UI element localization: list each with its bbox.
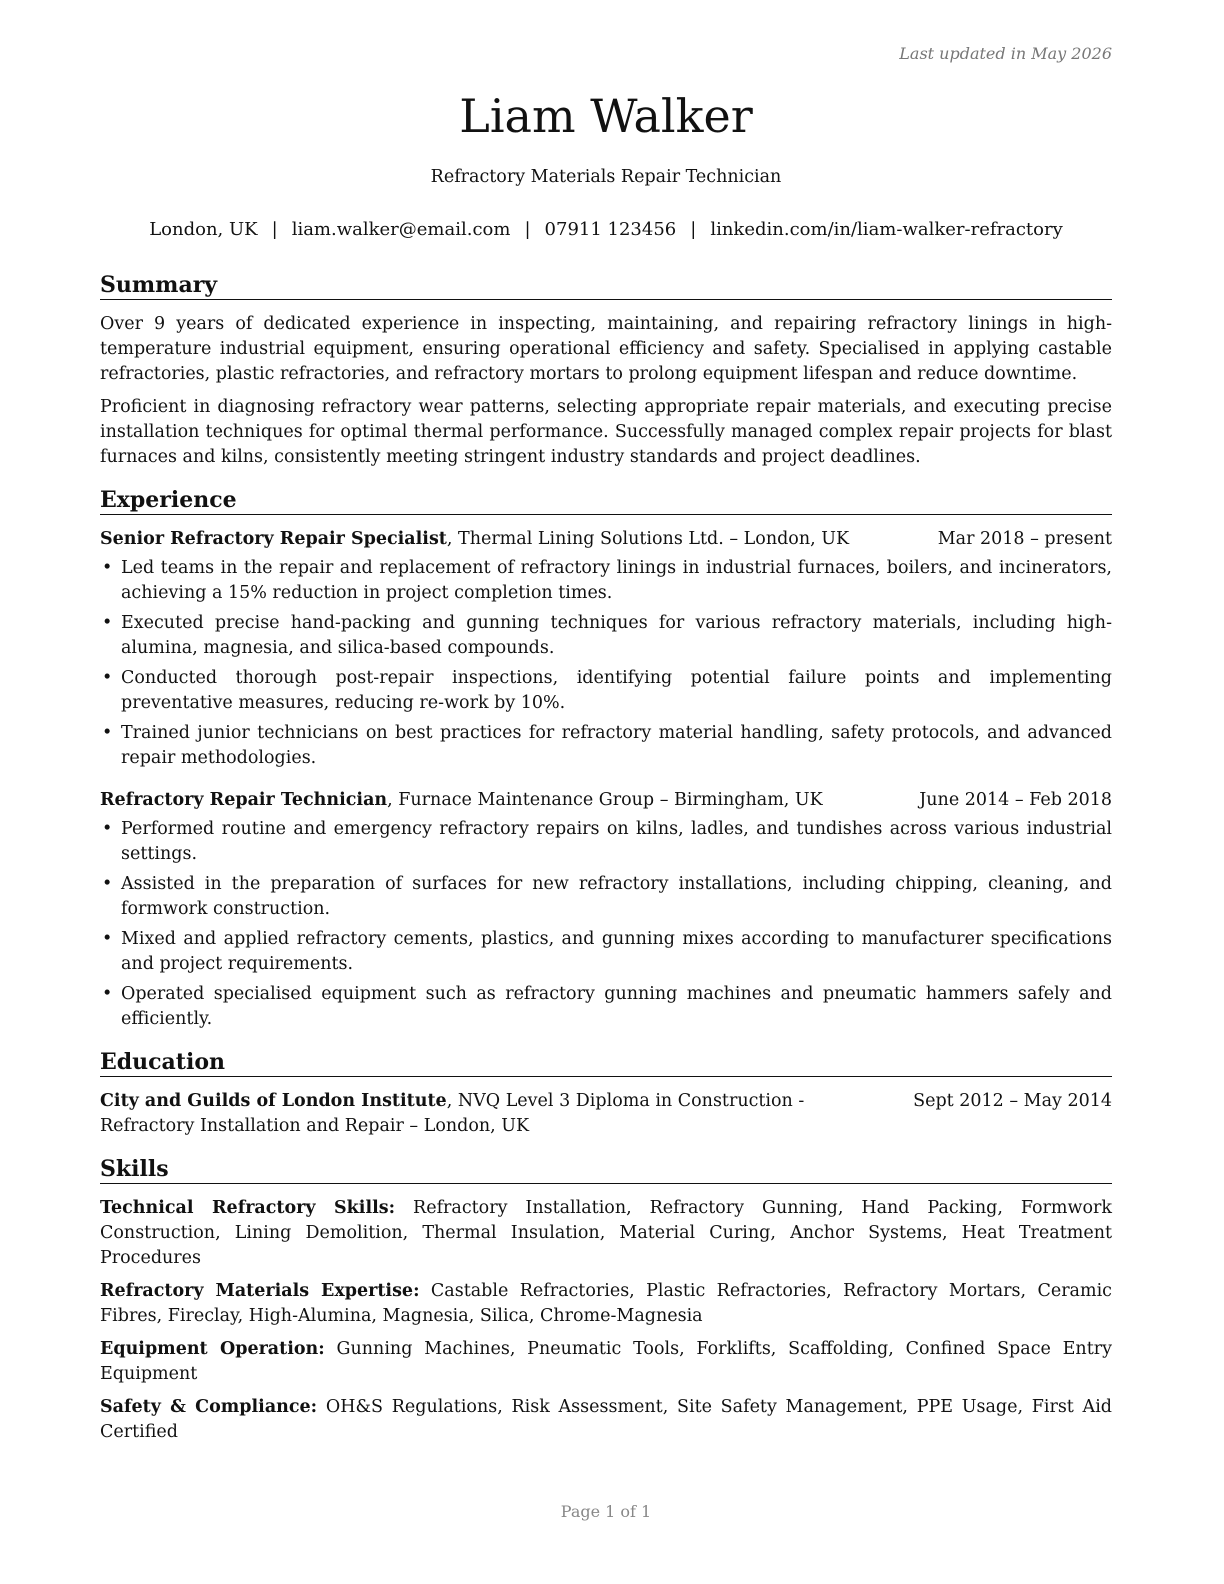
experience-bullet (100, 872, 1112, 922)
contact-line (60, 219, 1152, 240)
experience-bullet-text: Led teams in the repair and replacement of refractory linings in industrial furnaces, boilers, and incinerators, achieving a 15% reduction in project completion times. (121, 558, 1112, 603)
experience-org: , Furnace Maintenance Group – Birmingham, UK (387, 790, 823, 810)
experience-bullet-text: Mixed and applied refractory cements, plastics, and gunning mixes according to manufacturer specifications and project requirements. (121, 929, 1112, 974)
experience-entry-header (100, 527, 1112, 552)
experience-bullet-text: Assisted in the preparation of surfaces for new refractory installations, including chipping, cleaning, and formwork construction. (121, 874, 1112, 919)
experience-bullet-text: Operated specialised equipment such as refractory gunning machines and pneumatic hammers safely and efficiently. (121, 984, 1112, 1029)
education-detail: , NVQ Level 3 Diploma in Construction - Refractory Installation and Repair – London, UK (100, 1091, 805, 1136)
resume-page (100, 0, 1112, 1584)
skill-group-items: Refractory Installation, Refractory Gunning, Hand Packing, Formwork Construction, Lining Demolition, Thermal Insulation, Material Curing, Anchor Systems, Heat Treatment Procedures (100, 1198, 1113, 1268)
skill-group-items: Castable Refractories, Plastic Refractories, Refractory Mortars, Ceramic Fibres, Fireclay, High-Alumina, Magnesia, Silica, Chrome-Magnesia (100, 1281, 1112, 1326)
skill-group (100, 1337, 1112, 1387)
candidate-name: Liam Walker (459, 89, 753, 143)
skill-group-label: Safety & Compliance: (100, 1397, 318, 1417)
summary-section (100, 272, 1112, 470)
skills-section (100, 1156, 1112, 1445)
experience-bullet-text: Conducted thorough post-repair inspections, identifying potential failure points and implementing preventative measures, reducing re-work by 10%. (121, 668, 1112, 713)
skill-group (100, 1279, 1112, 1329)
experience-role-org (100, 788, 919, 813)
contact-separator: | (271, 219, 278, 240)
experience-entry (100, 527, 1112, 771)
education-institution: City and Guilds of London Institute (100, 1091, 447, 1111)
experience-entry (100, 788, 1112, 1032)
experience-bullets (100, 817, 1112, 1032)
experience-role-org (100, 527, 938, 552)
bullet-icon: • (102, 723, 113, 743)
candidate-headline: Refractory Materials Repair Technician (430, 167, 782, 187)
bullet-icon: • (102, 558, 113, 578)
experience-bullet (100, 721, 1112, 771)
bullet-icon: • (102, 984, 113, 1004)
experience-role: Senior Refractory Repair Specialist (100, 529, 447, 549)
experience-bullet-text: Performed routine and emergency refractory repairs on kilns, ladles, and tundishes across various industrial settings. (121, 819, 1112, 864)
skill-group-label: Refractory Materials Expertise: (100, 1281, 420, 1301)
education-entry (100, 1089, 1112, 1139)
section-title-summary: Summary (100, 272, 1112, 300)
experience-section (100, 487, 1112, 1032)
education-dates: Sept 2012 – May 2014 (913, 1091, 1112, 1111)
bullet-icon: • (102, 929, 113, 949)
experience-bullet-text: Trained junior technicians on best practices for refractory material handling, safety protocols, and advanced repair methodologies. (121, 723, 1112, 768)
bullet-icon: • (102, 613, 113, 633)
experience-dates: Mar 2018 – present (937, 529, 1112, 549)
experience-entry-header (100, 788, 1112, 813)
last-updated-note: Last updated in May 2026 (899, 44, 1112, 63)
experience-org: , Thermal Lining Solutions Ltd. – London, UK (446, 529, 850, 549)
experience-bullet (100, 982, 1112, 1032)
education-section (100, 1049, 1112, 1139)
resume-body (100, 272, 1112, 1462)
experience-bullet (100, 817, 1112, 867)
experience-bullet (100, 556, 1112, 606)
experience-bullet (100, 666, 1112, 716)
skill-group (100, 1395, 1112, 1445)
experience-dates: June 2014 – Feb 2018 (919, 790, 1112, 810)
contact-separator: | (690, 219, 697, 240)
bullet-icon: • (102, 874, 113, 894)
education-institution-detail (100, 1089, 913, 1139)
section-title-education: Education (100, 1049, 1112, 1077)
skill-group-label: Equipment Operation: (100, 1339, 325, 1359)
experience-bullets (100, 556, 1112, 771)
contact-email[interactable]: liam.walker@email.com (291, 219, 511, 240)
skill-group (100, 1196, 1112, 1271)
experience-role: Refractory Repair Technician (100, 790, 388, 810)
section-title-experience: Experience (100, 487, 1112, 515)
page-number: Page 1 of 1 (560, 1502, 652, 1521)
contact-location: London, UK (149, 219, 258, 240)
experience-bullet-text: Executed precise hand-packing and gunning techniques for various refractory materials, including high-alumina, magnesia, and silica-based compounds. (121, 613, 1112, 658)
skill-group-label: Technical Refractory Skills: (100, 1198, 396, 1218)
contact-phone: 07911 123456 (544, 219, 677, 240)
contact-linkedin[interactable]: linkedin.com/in/liam-walker-refractory (710, 219, 1063, 240)
contact-separator: | (524, 219, 531, 240)
summary-paragraph: Proficient in diagnosing refractory wear patterns, selecting appropriate repair materials, and executing precise installation techniques for optimal thermal performance. Successfully managed complex repair projects for blast furnaces and kilns, consistently meeting stringent industry standards and project deadlines. (100, 397, 1112, 467)
skill-group-items: Gunning Machines, Pneumatic Tools, Forklifts, Scaffolding, Confined Space Entry Equipment (100, 1339, 1112, 1384)
skill-group-items: OH&S Regulations, Risk Assessment, Site Safety Management, PPE Usage, First Aid Certified (100, 1397, 1112, 1442)
experience-bullet (100, 611, 1112, 661)
summary-paragraph: Over 9 years of dedicated experience in inspecting, maintaining, and repairing refractory linings in high-temperature industrial equipment, ensuring operational efficiency and safety. Specialised in applying castable refractories, plastic refractories, and refractory mortars to prolong equipment lifespan and reduce downtime. (100, 314, 1112, 384)
section-title-skills: Skills (100, 1156, 1112, 1184)
experience-bullet (100, 927, 1112, 977)
bullet-icon: • (102, 819, 113, 839)
bullet-icon: • (102, 668, 113, 688)
